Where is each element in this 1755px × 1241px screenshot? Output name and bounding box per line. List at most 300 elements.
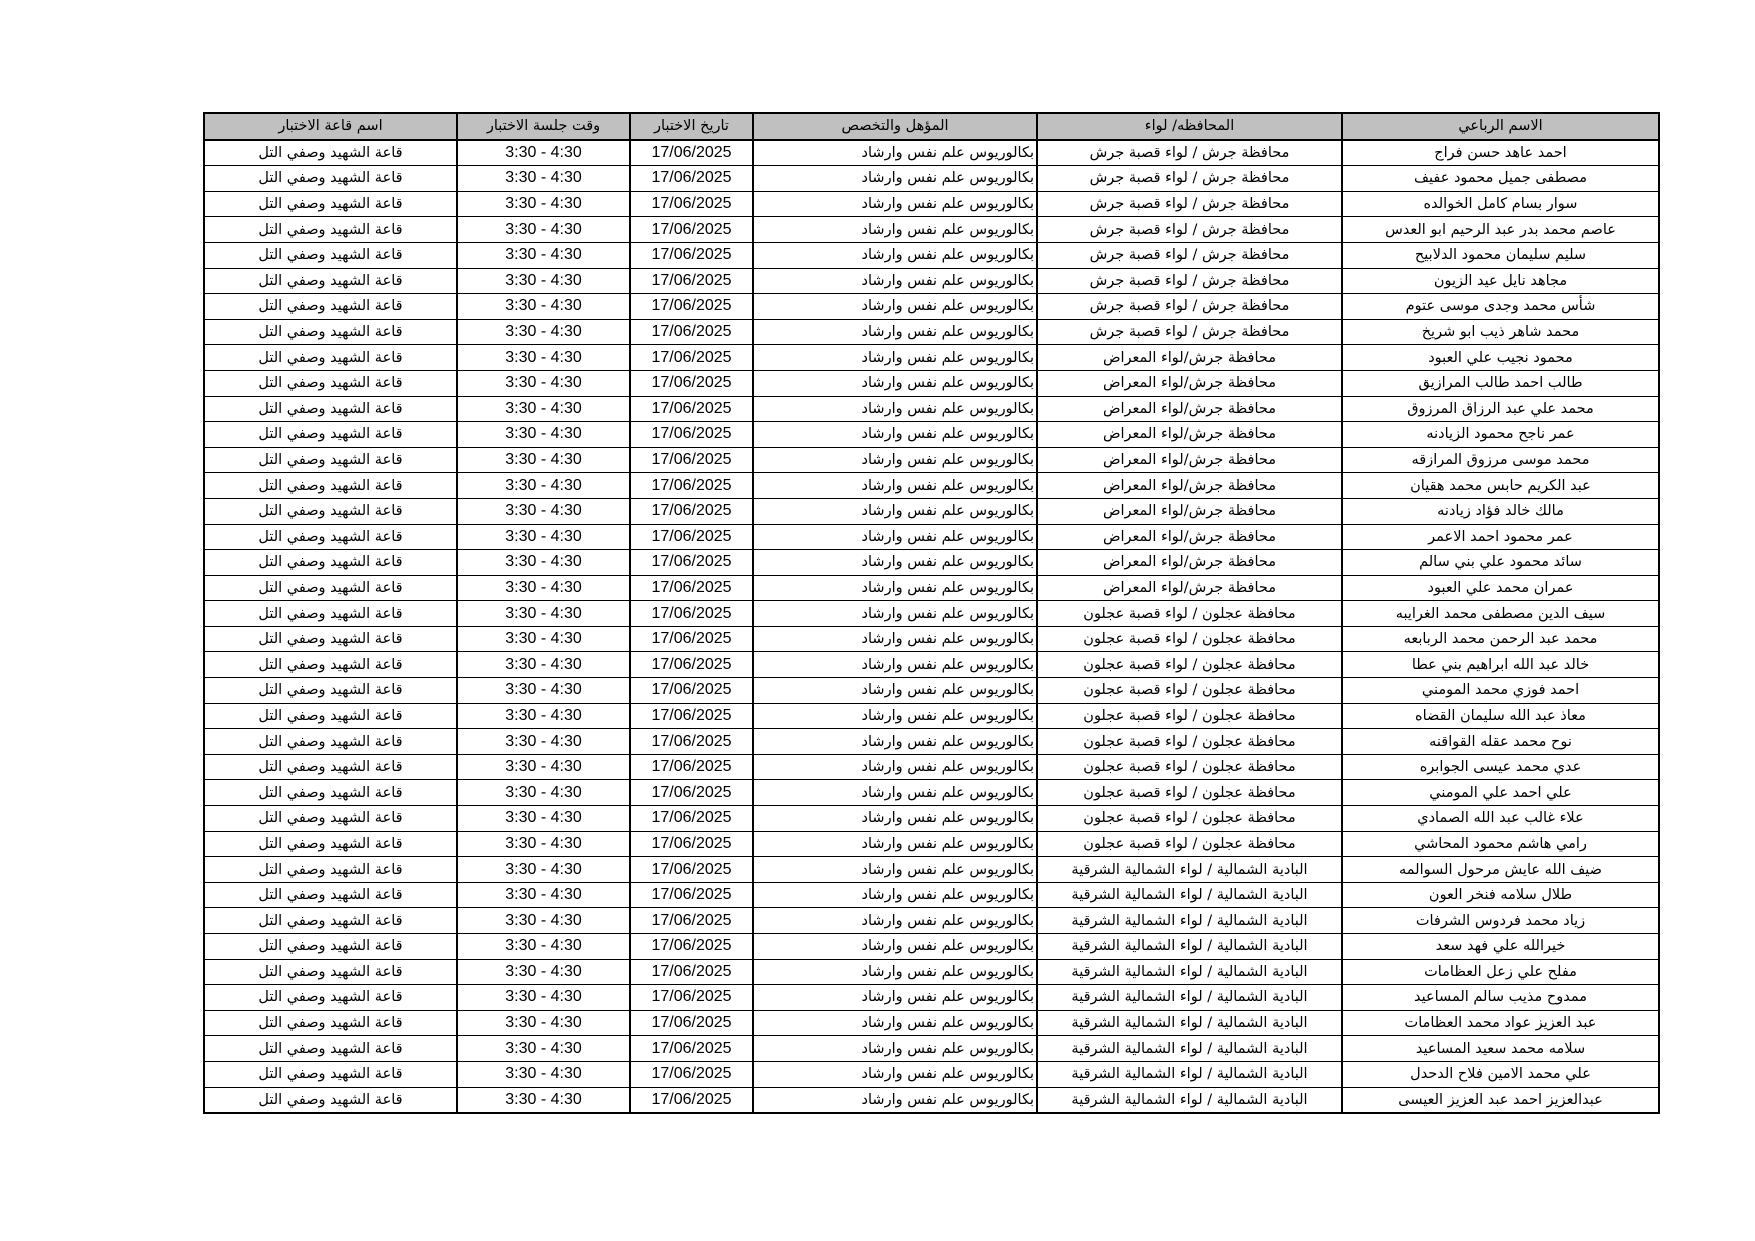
table-row — [204, 447, 1659, 473]
cell-qualification: بكالوريوس علم نفس وارشاد — [753, 294, 1037, 320]
cell-governorate: محافظة جرش/لواء المعراض — [1037, 447, 1342, 473]
cell-governorate: محافظة جرش/لواء المعراض — [1037, 422, 1342, 448]
cell-qualification: بكالوريوس علم نفس وارشاد — [753, 575, 1037, 601]
cell-hall: قاعة الشهيد وصفي التل — [204, 550, 457, 576]
cell-time — [457, 729, 630, 755]
cell-time — [457, 319, 630, 345]
cell-date: 17/06/2025 — [630, 294, 753, 320]
table-row — [204, 934, 1659, 960]
cell-date: 17/06/2025 — [630, 422, 753, 448]
cell-qualification: بكالوريوس علم نفس وارشاد — [753, 524, 1037, 550]
cell-time-text: 3:30 - 4:30 — [505, 886, 582, 904]
cell-qualification: بكالوريوس علم نفس وارشاد — [753, 882, 1037, 908]
cell-hall: قاعة الشهيد وصفي التل — [204, 217, 457, 243]
cell-time-text: 3:30 - 4:30 — [505, 195, 582, 213]
table-row — [204, 191, 1659, 217]
cell-name: عبد الكريم حابس محمد هقيان — [1342, 473, 1659, 499]
cell-time-text: 3:30 - 4:30 — [505, 451, 582, 469]
cell-qualification: بكالوريوس علم نفس وارشاد — [753, 754, 1037, 780]
cell-hall: قاعة الشهيد وصفي التل — [204, 703, 457, 729]
cell-name: سائد محمود علي بني سالم — [1342, 550, 1659, 576]
cell-hall: قاعة الشهيد وصفي التل — [204, 985, 457, 1011]
cell-governorate: محافظة جرش / لواء قصبة جرش — [1037, 166, 1342, 192]
cell-name: محمد موسى مرزوق المرازقه — [1342, 447, 1659, 473]
cell-hall: قاعة الشهيد وصفي التل — [204, 319, 457, 345]
cell-date: 17/06/2025 — [630, 191, 753, 217]
cell-hall: قاعة الشهيد وصفي التل — [204, 908, 457, 934]
cell-time — [457, 242, 630, 268]
cell-governorate: محافظة جرش/لواء المعراض — [1037, 396, 1342, 422]
cell-qualification: بكالوريوس علم نفس وارشاد — [753, 268, 1037, 294]
cell-qualification: بكالوريوس علم نفس وارشاد — [753, 550, 1037, 576]
cell-time — [457, 550, 630, 576]
cell-name: خيرالله علي فهد سعد — [1342, 934, 1659, 960]
cell-governorate: محافظة جرش / لواء قصبة جرش — [1037, 294, 1342, 320]
header-hall: اسم قاعة الاختبار — [204, 113, 457, 140]
cell-time — [457, 601, 630, 627]
cell-time — [457, 806, 630, 832]
cell-qualification: بكالوريوس علم نفس وارشاد — [753, 678, 1037, 704]
cell-time — [457, 1010, 630, 1036]
cell-date: 17/06/2025 — [630, 626, 753, 652]
table-row — [204, 857, 1659, 883]
cell-hall: قاعة الشهيد وصفي التل — [204, 857, 457, 883]
cell-name: زياد محمد فردوس الشرفات — [1342, 908, 1659, 934]
cell-name: علاء غالب عبد الله الصمادي — [1342, 806, 1659, 832]
cell-qualification: بكالوريوس علم نفس وارشاد — [753, 652, 1037, 678]
cell-date: 17/06/2025 — [630, 780, 753, 806]
cell-governorate: محافظة جرش/لواء المعراض — [1037, 550, 1342, 576]
cell-hall: قاعة الشهيد وصفي التل — [204, 166, 457, 192]
cell-time-text: 3:30 - 4:30 — [505, 323, 582, 341]
cell-qualification: بكالوريوس علم نفس وارشاد — [753, 319, 1037, 345]
cell-hall: قاعة الشهيد وصفي التل — [204, 831, 457, 857]
header-name: الاسم الرباعي — [1342, 113, 1659, 140]
cell-time — [457, 473, 630, 499]
cell-time — [457, 1036, 630, 1062]
cell-name: عاصم محمد بدر عبد الرحيم ابو العدس — [1342, 217, 1659, 243]
cell-hall: قاعة الشهيد وصفي التل — [204, 140, 457, 166]
cell-governorate: البادية الشمالية / لواء الشمالية الشرقية — [1037, 882, 1342, 908]
cell-governorate: محافظة عجلون / لواء قصبة عجلون — [1037, 754, 1342, 780]
cell-time — [457, 268, 630, 294]
table-row — [204, 1010, 1659, 1036]
cell-name: علي احمد علي المومني — [1342, 780, 1659, 806]
cell-hall: قاعة الشهيد وصفي التل — [204, 1061, 457, 1087]
cell-qualification: بكالوريوس علم نفس وارشاد — [753, 831, 1037, 857]
cell-hall: قاعة الشهيد وصفي التل — [204, 1087, 457, 1113]
cell-qualification: بكالوريوس علم نفس وارشاد — [753, 626, 1037, 652]
table-row — [204, 268, 1659, 294]
cell-governorate: محافظة جرش/لواء المعراض — [1037, 524, 1342, 550]
table-row — [204, 473, 1659, 499]
cell-governorate: محافظة عجلون / لواء قصبة عجلون — [1037, 626, 1342, 652]
cell-date: 17/06/2025 — [630, 1036, 753, 1062]
cell-qualification: بكالوريوس علم نفس وارشاد — [753, 1087, 1037, 1113]
cell-time — [457, 140, 630, 166]
table-row — [204, 242, 1659, 268]
table-row — [204, 1087, 1659, 1113]
cell-time — [457, 498, 630, 524]
cell-time-text: 3:30 - 4:30 — [505, 1014, 582, 1032]
table-row — [204, 498, 1659, 524]
cell-qualification: بكالوريوس علم نفس وارشاد — [753, 729, 1037, 755]
cell-date: 17/06/2025 — [630, 524, 753, 550]
cell-hall: قاعة الشهيد وصفي التل — [204, 396, 457, 422]
cell-time — [457, 345, 630, 371]
cell-governorate: محافظة عجلون / لواء قصبة عجلون — [1037, 729, 1342, 755]
cell-date: 17/06/2025 — [630, 1010, 753, 1036]
cell-time-text: 3:30 - 4:30 — [505, 604, 582, 622]
cell-governorate: محافظة عجلون / لواء قصبة عجلون — [1037, 806, 1342, 832]
table-row — [204, 345, 1659, 371]
cell-qualification: بكالوريوس علم نفس وارشاد — [753, 1010, 1037, 1036]
cell-time — [457, 294, 630, 320]
cell-name: احمد فوزي محمد المومني — [1342, 678, 1659, 704]
table-row — [204, 524, 1659, 550]
cell-name: شأس محمد وجدى موسى عتوم — [1342, 294, 1659, 320]
cell-name: ضيف الله عايش مرحول السوالمه — [1342, 857, 1659, 883]
cell-name: مالك خالد فؤاد زيادنه — [1342, 498, 1659, 524]
cell-time-text: 3:30 - 4:30 — [505, 374, 582, 392]
cell-time-text: 3:30 - 4:30 — [505, 578, 582, 596]
cell-time — [457, 1061, 630, 1087]
cell-governorate: البادية الشمالية / لواء الشمالية الشرقية — [1037, 908, 1342, 934]
cell-qualification: بكالوريوس علم نفس وارشاد — [753, 191, 1037, 217]
cell-date: 17/06/2025 — [630, 242, 753, 268]
cell-time — [457, 959, 630, 985]
cell-hall: قاعة الشهيد وصفي التل — [204, 601, 457, 627]
cell-hall: قاعة الشهيد وصفي التل — [204, 370, 457, 396]
table-row — [204, 140, 1659, 166]
cell-qualification: بكالوريوس علم نفس وارشاد — [753, 217, 1037, 243]
cell-hall: قاعة الشهيد وصفي التل — [204, 422, 457, 448]
cell-qualification: بكالوريوس علم نفس وارشاد — [753, 242, 1037, 268]
cell-date: 17/06/2025 — [630, 934, 753, 960]
cell-time — [457, 703, 630, 729]
cell-hall: قاعة الشهيد وصفي التل — [204, 1036, 457, 1062]
cell-governorate: محافظة جرش / لواء قصبة جرش — [1037, 191, 1342, 217]
cell-name: سليم سليمان محمود الدلابيح — [1342, 242, 1659, 268]
cell-name: طلال سلامه فنخر العون — [1342, 882, 1659, 908]
cell-time — [457, 166, 630, 192]
cell-hall: قاعة الشهيد وصفي التل — [204, 806, 457, 832]
cell-qualification: بكالوريوس علم نفس وارشاد — [753, 1036, 1037, 1062]
cell-date: 17/06/2025 — [630, 396, 753, 422]
cell-hall: قاعة الشهيد وصفي التل — [204, 626, 457, 652]
cell-time-text: 3:30 - 4:30 — [505, 655, 582, 673]
cell-time — [457, 396, 630, 422]
cell-governorate: محافظة عجلون / لواء قصبة عجلون — [1037, 780, 1342, 806]
cell-date: 17/06/2025 — [630, 319, 753, 345]
cell-time — [457, 217, 630, 243]
cell-time — [457, 1087, 630, 1113]
cell-time-text: 3:30 - 4:30 — [505, 706, 582, 724]
cell-time-text: 3:30 - 4:30 — [505, 399, 582, 417]
cell-date: 17/06/2025 — [630, 575, 753, 601]
cell-governorate: محافظة عجلون / لواء قصبة عجلون — [1037, 678, 1342, 704]
cell-governorate: محافظة جرش/لواء المعراض — [1037, 498, 1342, 524]
cell-name: رامي هاشم محمود المحاشي — [1342, 831, 1659, 857]
table-row — [204, 1061, 1659, 1087]
cell-governorate: محافظة جرش/لواء المعراض — [1037, 575, 1342, 601]
table-row — [204, 166, 1659, 192]
cell-date: 17/06/2025 — [630, 447, 753, 473]
cell-hall: قاعة الشهيد وصفي التل — [204, 268, 457, 294]
cell-date: 17/06/2025 — [630, 166, 753, 192]
cell-hall: قاعة الشهيد وصفي التل — [204, 191, 457, 217]
cell-governorate: محافظة عجلون / لواء قصبة عجلون — [1037, 601, 1342, 627]
cell-name: خالد عبد الله ابراهيم بني عطا — [1342, 652, 1659, 678]
cell-time — [457, 780, 630, 806]
cell-qualification: بكالوريوس علم نفس وارشاد — [753, 985, 1037, 1011]
cell-time-text: 3:30 - 4:30 — [505, 911, 582, 929]
cell-date: 17/06/2025 — [630, 498, 753, 524]
cell-time — [457, 831, 630, 857]
cell-name: عمران محمد علي العبود — [1342, 575, 1659, 601]
cell-governorate: محافظة جرش / لواء قصبة جرش — [1037, 242, 1342, 268]
header-row — [204, 113, 1659, 140]
cell-governorate: محافظة عجلون / لواء قصبة عجلون — [1037, 652, 1342, 678]
cell-name: احمد عاهد حسن فراج — [1342, 140, 1659, 166]
cell-time-text: 3:30 - 4:30 — [505, 246, 582, 264]
cell-date: 17/06/2025 — [630, 703, 753, 729]
cell-hall: قاعة الشهيد وصفي التل — [204, 524, 457, 550]
cell-governorate: محافظة جرش / لواء قصبة جرش — [1037, 140, 1342, 166]
cell-date: 17/06/2025 — [630, 882, 753, 908]
cell-date: 17/06/2025 — [630, 217, 753, 243]
cell-name: ممدوح مذيب سالم المساعيد — [1342, 985, 1659, 1011]
cell-time-text: 3:30 - 4:30 — [505, 630, 582, 648]
cell-date: 17/06/2025 — [630, 601, 753, 627]
cell-hall: قاعة الشهيد وصفي التل — [204, 678, 457, 704]
cell-time-text: 3:30 - 4:30 — [505, 348, 582, 366]
header-governorate: المحافظه/ لواء — [1037, 113, 1342, 140]
table-row — [204, 422, 1659, 448]
cell-hall: قاعة الشهيد وصفي التل — [204, 345, 457, 371]
cell-hall: قاعة الشهيد وصفي التل — [204, 575, 457, 601]
cell-date: 17/06/2025 — [630, 140, 753, 166]
cell-governorate: البادية الشمالية / لواء الشمالية الشرقية — [1037, 1036, 1342, 1062]
cell-date: 17/06/2025 — [630, 831, 753, 857]
table-row — [204, 601, 1659, 627]
cell-name: سوار بسام كامل الخوالده — [1342, 191, 1659, 217]
cell-time — [457, 934, 630, 960]
table-row — [204, 652, 1659, 678]
cell-name: سلامه محمد سعيد المساعيد — [1342, 1036, 1659, 1062]
cell-date: 17/06/2025 — [630, 908, 753, 934]
cell-time — [457, 524, 630, 550]
cell-governorate: البادية الشمالية / لواء الشمالية الشرقية — [1037, 985, 1342, 1011]
cell-time-text: 3:30 - 4:30 — [505, 809, 582, 827]
cell-governorate: محافظة عجلون / لواء قصبة عجلون — [1037, 703, 1342, 729]
table-header — [204, 113, 1659, 140]
cell-name: محمد علي عبد الرزاق المرزوق — [1342, 396, 1659, 422]
cell-time-text: 3:30 - 4:30 — [505, 297, 582, 315]
cell-governorate: محافظة جرش/لواء المعراض — [1037, 473, 1342, 499]
cell-hall: قاعة الشهيد وصفي التل — [204, 652, 457, 678]
cell-name: محمد عبد الرحمن محمد الربابعه — [1342, 626, 1659, 652]
cell-hall: قاعة الشهيد وصفي التل — [204, 959, 457, 985]
cell-name: علي محمد الامين فلاح الدحدل — [1342, 1061, 1659, 1087]
table-row — [204, 780, 1659, 806]
cell-governorate: البادية الشمالية / لواء الشمالية الشرقية — [1037, 1061, 1342, 1087]
cell-hall: قاعة الشهيد وصفي التل — [204, 447, 457, 473]
cell-name: محمد شاهر ذيب ابو شريخ — [1342, 319, 1659, 345]
cell-name: عبدالعزيز احمد عبد العزيز العيسى — [1342, 1087, 1659, 1113]
cell-date: 17/06/2025 — [630, 806, 753, 832]
cell-time-text: 3:30 - 4:30 — [505, 681, 582, 699]
cell-name: نوح محمد عقله القواقنه — [1342, 729, 1659, 755]
cell-time — [457, 754, 630, 780]
cell-hall: قاعة الشهيد وصفي التل — [204, 473, 457, 499]
table-row — [204, 831, 1659, 857]
cell-time-text: 3:30 - 4:30 — [505, 937, 582, 955]
cell-date: 17/06/2025 — [630, 678, 753, 704]
cell-name: عدي محمد عيسى الجوابره — [1342, 754, 1659, 780]
table-row — [204, 396, 1659, 422]
cell-time-text: 3:30 - 4:30 — [505, 1039, 582, 1057]
cell-qualification: بكالوريوس علم نفس وارشاد — [753, 140, 1037, 166]
cell-qualification: بكالوريوس علم نفس وارشاد — [753, 806, 1037, 832]
cell-hall: قاعة الشهيد وصفي التل — [204, 294, 457, 320]
table-row — [204, 754, 1659, 780]
cell-time — [457, 626, 630, 652]
cell-time-text: 3:30 - 4:30 — [505, 502, 582, 520]
cell-time-text: 3:30 - 4:30 — [505, 271, 582, 289]
cell-date: 17/06/2025 — [630, 729, 753, 755]
cell-name: مصطفى جميل محمود عفيف — [1342, 166, 1659, 192]
table-row — [204, 806, 1659, 832]
cell-time-text: 3:30 - 4:30 — [505, 220, 582, 238]
cell-time — [457, 191, 630, 217]
table-row — [204, 370, 1659, 396]
table-row — [204, 729, 1659, 755]
cell-date: 17/06/2025 — [630, 550, 753, 576]
cell-hall: قاعة الشهيد وصفي التل — [204, 882, 457, 908]
cell-date: 17/06/2025 — [630, 1087, 753, 1113]
cell-qualification: بكالوريوس علم نفس وارشاد — [753, 473, 1037, 499]
cell-time-text: 3:30 - 4:30 — [505, 962, 582, 980]
cell-governorate: البادية الشمالية / لواء الشمالية الشرقية — [1037, 959, 1342, 985]
table-row — [204, 959, 1659, 985]
cell-governorate: محافظة جرش / لواء قصبة جرش — [1037, 319, 1342, 345]
cell-qualification: بكالوريوس علم نفس وارشاد — [753, 447, 1037, 473]
cell-time-text: 3:30 - 4:30 — [505, 553, 582, 571]
cell-governorate: البادية الشمالية / لواء الشمالية الشرقية — [1037, 857, 1342, 883]
cell-time-text: 3:30 - 4:30 — [505, 758, 582, 776]
table-row — [204, 626, 1659, 652]
cell-date: 17/06/2025 — [630, 985, 753, 1011]
table-row — [204, 882, 1659, 908]
cell-hall: قاعة الشهيد وصفي التل — [204, 934, 457, 960]
table-body — [204, 140, 1659, 1114]
cell-governorate: البادية الشمالية / لواء الشمالية الشرقية — [1037, 1087, 1342, 1113]
cell-time — [457, 857, 630, 883]
cell-time-text: 3:30 - 4:30 — [505, 988, 582, 1006]
cell-date: 17/06/2025 — [630, 857, 753, 883]
table-row — [204, 678, 1659, 704]
table-row — [204, 575, 1659, 601]
cell-name: عمر محمود احمد الاعمر — [1342, 524, 1659, 550]
cell-date: 17/06/2025 — [630, 345, 753, 371]
cell-date: 17/06/2025 — [630, 1061, 753, 1087]
cell-qualification: بكالوريوس علم نفس وارشاد — [753, 422, 1037, 448]
header-qualification: المؤهل والتخصص — [753, 113, 1037, 140]
cell-qualification: بكالوريوس علم نفس وارشاد — [753, 703, 1037, 729]
cell-governorate: محافظة جرش/لواء المعراض — [1037, 370, 1342, 396]
table-row — [204, 703, 1659, 729]
header-time: وقت جلسة الاختبار — [457, 113, 630, 140]
cell-governorate: محافظة جرش / لواء قصبة جرش — [1037, 217, 1342, 243]
table-row — [204, 319, 1659, 345]
exam-schedule-table — [203, 112, 1660, 1114]
cell-date: 17/06/2025 — [630, 652, 753, 678]
cell-time — [457, 575, 630, 601]
cell-qualification: بكالوريوس علم نفس وارشاد — [753, 396, 1037, 422]
cell-governorate: البادية الشمالية / لواء الشمالية الشرقية — [1037, 1010, 1342, 1036]
cell-hall: قاعة الشهيد وصفي التل — [204, 498, 457, 524]
cell-date: 17/06/2025 — [630, 754, 753, 780]
table-row — [204, 550, 1659, 576]
cell-qualification: بكالوريوس علم نفس وارشاد — [753, 934, 1037, 960]
cell-time-text: 3:30 - 4:30 — [505, 476, 582, 494]
cell-qualification: بكالوريوس علم نفس وارشاد — [753, 959, 1037, 985]
cell-time — [457, 370, 630, 396]
cell-qualification: بكالوريوس علم نفس وارشاد — [753, 498, 1037, 524]
cell-name: مجاهد نايل عيد الزيون — [1342, 268, 1659, 294]
cell-qualification: بكالوريوس علم نفس وارشاد — [753, 166, 1037, 192]
cell-qualification: بكالوريوس علم نفس وارشاد — [753, 1061, 1037, 1087]
cell-time — [457, 678, 630, 704]
cell-governorate: محافظة جرش/لواء المعراض — [1037, 345, 1342, 371]
cell-time — [457, 908, 630, 934]
cell-date: 17/06/2025 — [630, 370, 753, 396]
cell-qualification: بكالوريوس علم نفس وارشاد — [753, 345, 1037, 371]
cell-time-text: 3:30 - 4:30 — [505, 834, 582, 852]
cell-hall: قاعة الشهيد وصفي التل — [204, 729, 457, 755]
cell-time-text: 3:30 - 4:30 — [505, 143, 582, 161]
cell-time — [457, 652, 630, 678]
cell-qualification: بكالوريوس علم نفس وارشاد — [753, 370, 1037, 396]
cell-time-text: 3:30 - 4:30 — [505, 527, 582, 545]
cell-date: 17/06/2025 — [630, 959, 753, 985]
cell-time — [457, 447, 630, 473]
cell-time — [457, 985, 630, 1011]
cell-name: مفلح علي زعل العظامات — [1342, 959, 1659, 985]
cell-hall: قاعة الشهيد وصفي التل — [204, 754, 457, 780]
cell-hall: قاعة الشهيد وصفي التل — [204, 1010, 457, 1036]
cell-governorate: محافظة عجلون / لواء قصبة عجلون — [1037, 831, 1342, 857]
cell-time — [457, 422, 630, 448]
cell-qualification: بكالوريوس علم نفس وارشاد — [753, 857, 1037, 883]
cell-time — [457, 882, 630, 908]
cell-qualification: بكالوريوس علم نفس وارشاد — [753, 908, 1037, 934]
cell-governorate: محافظة جرش / لواء قصبة جرش — [1037, 268, 1342, 294]
cell-hall: قاعة الشهيد وصفي التل — [204, 242, 457, 268]
table-row — [204, 908, 1659, 934]
cell-qualification: بكالوريوس علم نفس وارشاد — [753, 780, 1037, 806]
cell-time-text: 3:30 - 4:30 — [505, 425, 582, 443]
cell-name: عمر ناجح محمود الزيادنه — [1342, 422, 1659, 448]
table-row — [204, 985, 1659, 1011]
cell-date: 17/06/2025 — [630, 473, 753, 499]
cell-qualification: بكالوريوس علم نفس وارشاد — [753, 601, 1037, 627]
cell-time-text: 3:30 - 4:30 — [505, 1065, 582, 1083]
cell-hall: قاعة الشهيد وصفي التل — [204, 780, 457, 806]
cell-date: 17/06/2025 — [630, 268, 753, 294]
cell-name: معاذ عبد الله سليمان القضاه — [1342, 703, 1659, 729]
